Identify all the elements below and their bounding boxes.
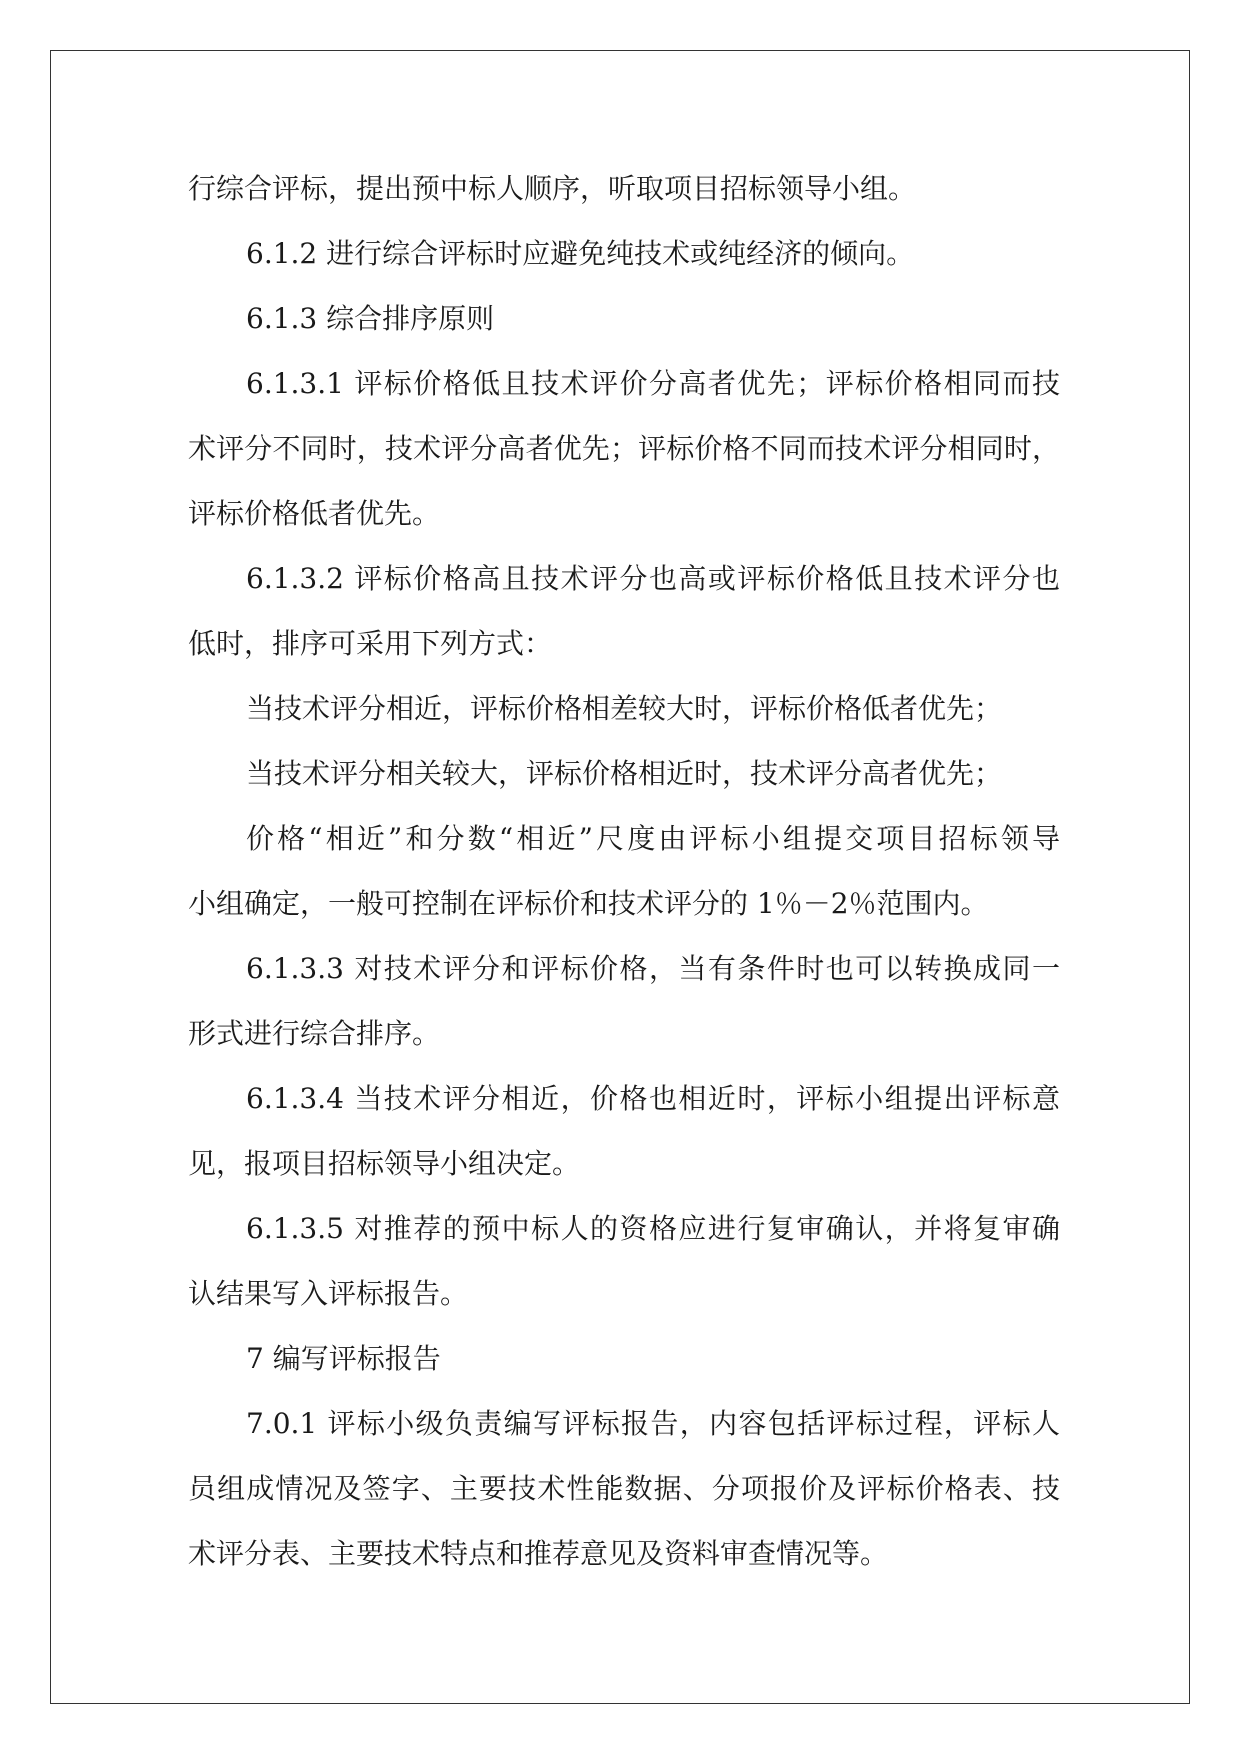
paragraph-line: 6.1.3.1 评标价格低且技术评价分高者优先；评标价格相同而技 (246, 367, 1060, 400)
paragraph-line: 小组确定，一般可控制在评标价和技术评分的 1％－2％范围内。 (188, 887, 989, 920)
document-body (188, 156, 1060, 1586)
paragraph-line: 术评分表、主要技术特点和推荐意见及资料审查情况等。 (188, 1537, 889, 1570)
paragraph-line: 术评分不同时，技术评分高者优先；评标价格不同而技术评分相同时， (188, 432, 1060, 465)
section-heading: 7 编写评标报告 (246, 1342, 441, 1375)
paragraph-line: 6.1.3.3 对技术评分和评标价格，当有条件时也可以转换成同一 (246, 952, 1060, 985)
paragraph-line: 当技术评分相关较大，评标价格相近时，技术评分高者优先； (246, 757, 1003, 790)
section-heading: 6.1.3 综合排序原则 (246, 302, 495, 335)
paragraph-line: 见，报项目招标领导小组决定。 (188, 1147, 581, 1180)
paragraph-line: 行综合评标，提出预中标人顺序，听取项目招标领导小组。 (188, 172, 917, 205)
paragraph-line: 6.1.3.4 当技术评分相近，价格也相近时，评标小组提出评标意 (246, 1082, 1060, 1115)
paragraph-line: 员组成情况及签字、主要技术性能数据、分项报价及评标价格表、技 (188, 1472, 1060, 1505)
paragraph-line: 6.1.2 进行综合评标时应避免纯技术或纯经济的倾向。 (246, 237, 915, 270)
paragraph-line: 低时，排序可采用下列方式： (188, 627, 553, 660)
paragraph-line: 价格“相近”和分数“相近”尺度由评标小组提交项目招标领导 (246, 822, 1060, 855)
paragraph-line: 形式进行综合排序。 (188, 1017, 441, 1050)
paragraph-line: 7.0.1 评标小级负责编写评标报告，内容包括评标过程，评标人 (246, 1407, 1060, 1440)
paragraph-line: 6.1.3.2 评标价格高且技术评分也高或评标价格低且技术评分也 (246, 562, 1060, 595)
paragraph-line: 评标价格低者优先。 (188, 497, 441, 530)
paragraph-line: 当技术评分相近，评标价格相差较大时，评标价格低者优先； (246, 692, 1003, 725)
paragraph-line: 认结果写入评标报告。 (188, 1277, 469, 1310)
paragraph-line: 6.1.3.5 对推荐的预中标人的资格应进行复审确认，并将复审确 (246, 1212, 1060, 1245)
